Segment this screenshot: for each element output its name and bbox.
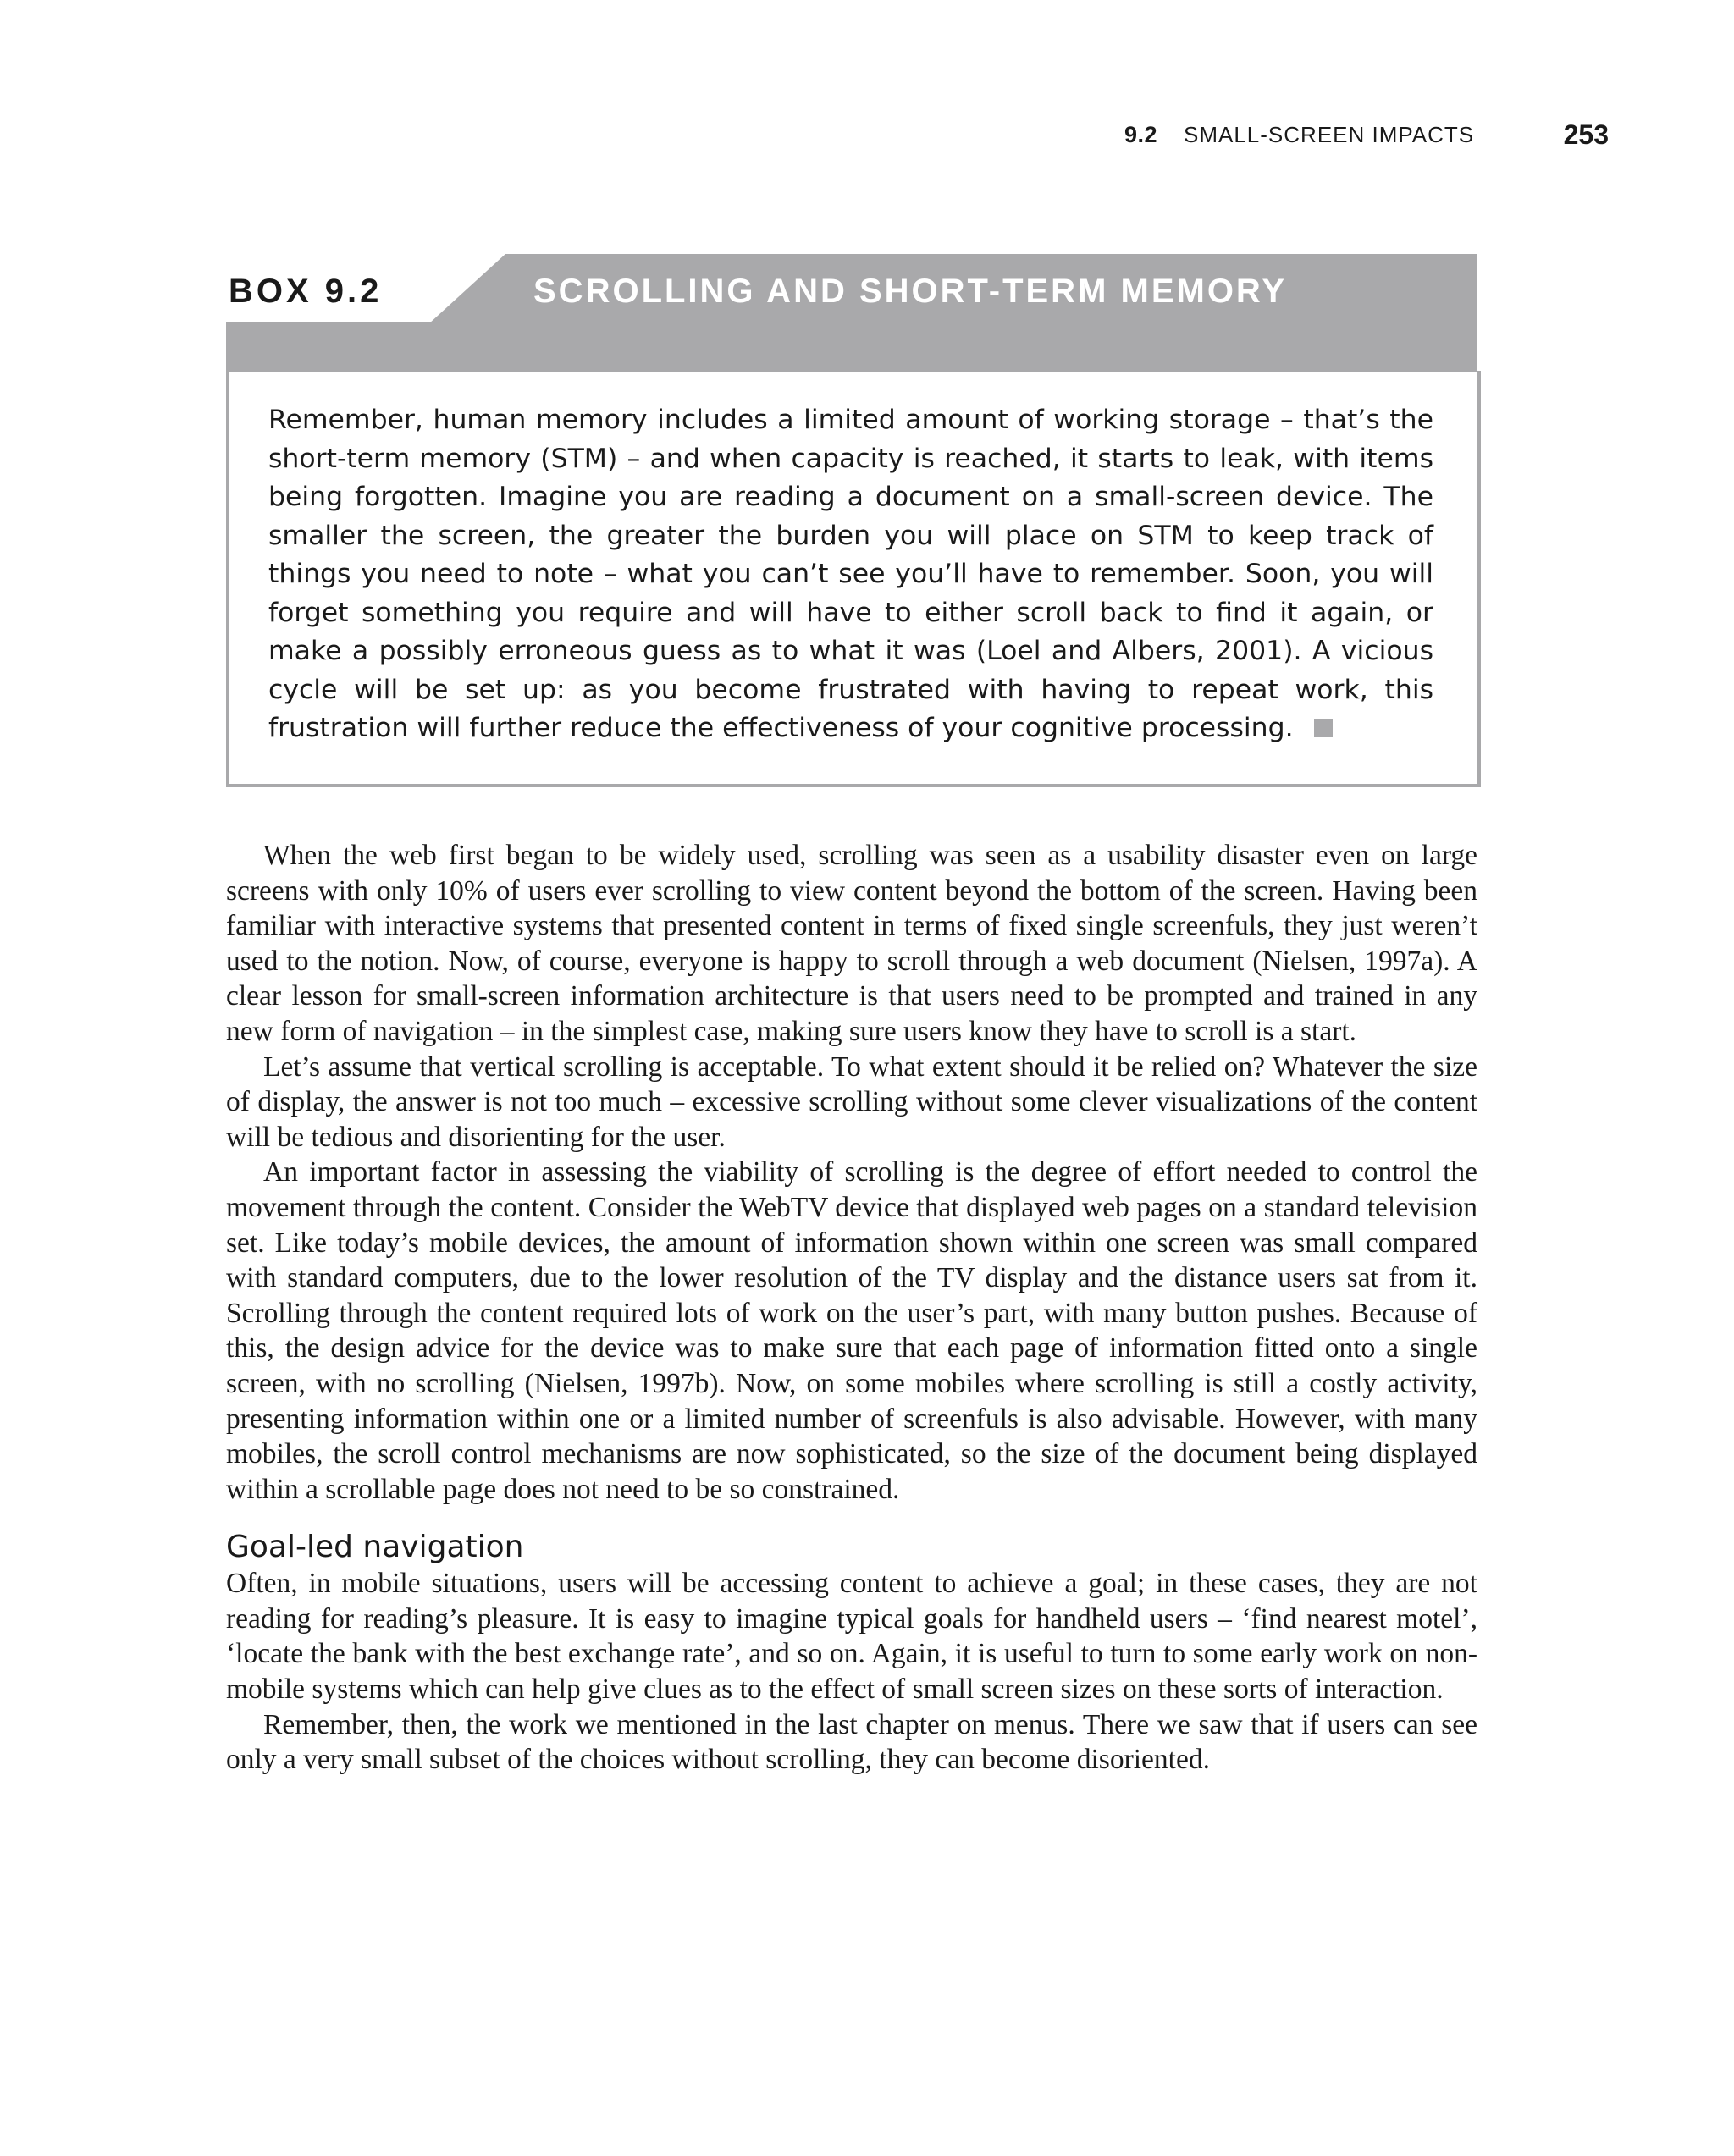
sidebar-box xyxy=(226,254,1477,786)
running-head xyxy=(1118,119,1609,156)
section-number: 9.2 xyxy=(1124,122,1158,147)
box-title: SCROLLING AND SHORT-TERM MEMORY xyxy=(533,273,1288,310)
box-label: BOX 9.2 xyxy=(229,273,383,310)
body-paragraph: When the web first began to be widely used, scrolling was seen as a usability disaster even on large screens with only 10% of users ever scrolling to view content beyond the bottom of the screen. Having been familiar with interactive systems that presented content in terms of fixed single screenfuls, they just weren’t used to the notion. Now, of course, everyone is happy to scroll through a web document (Nielsen, 1997a). A clear lesson for small-screen information architecture is that users need to be prompted and trained in any new form of navigation – in the simplest case, making sure users know they have to scroll is a start. xyxy=(226,840,1477,1047)
section-title: SMALL-SCREEN IMPACTS xyxy=(1184,122,1475,147)
subsection-heading: Goal-led navigation xyxy=(226,1530,524,1565)
box-header-band xyxy=(226,322,1477,372)
box-body-text: Remember, human memory includes a limited amount of working storage – that’s the short-term memory (STM) – and when capacity is reached, it starts to leak, with items being forgotten. Imagine you are reading a document on a small-screen device. The smaller the screen, the greater the burden you will place on STM to keep track of things you need to note – what you can’t see you’ll have to remember. Soon, you will forget something you require and will have to either scroll back to find it again, or make a possibly erroneous guess as to what it was (Loel and Albers, 2001). A vicious cycle will be set up: as you become frustrated with having to repeat work, this frustration will further reduce the effectiveness of your cognitive processing. xyxy=(268,405,1433,743)
body-paragraph: Let’s assume that vertical scrolling is acceptable. To what extent should it be relied on? Whatever the size of display, the answer is not too much – excessive scrolling without some clever visualizations of the content will be tedious and disorienting for the user. xyxy=(226,1050,1477,1153)
box-body xyxy=(268,401,1433,748)
body-paragraph: An important factor in assessing the viability of scrolling is the degree of effort needed to control the movement through the content. Consider the WebTV device that displayed web pages on a standard television set. Like today’s mobile devices, the amount of information shown within one screen was small compared with standard computers, due to the lower resolution of the TV display and the distance users sat from it. Scrolling through the content required lots of work on the user’s part, with many button pushes. Because of this, the design advice for the device was to make sure that each page of information fitted onto a single screen, with no scrolling (Nielsen, 1997b). Now, on some mobiles where scrolling is still a costly activity, presenting information within one or a limited number of screenfuls is also advisable. However, with many mobiles, the scroll control mechanisms are now sophisticated, so the size of the document being displayed within a scrollable page does not need to be so constrained. xyxy=(226,1156,1477,1505)
body-paragraph: Remember, then, the work we mentioned in the last chapter on menus. There we saw that if users can see only a very small subset of the choices without scrolling, they can become disoriented. xyxy=(226,1708,1477,1776)
page-number: 253 xyxy=(1563,119,1609,150)
end-square-icon xyxy=(1314,719,1333,737)
main-text xyxy=(226,838,1477,1778)
body-paragraph: Often, in mobile situations, users will be accessing content to achieve a goal; in these cases, they are not reading for reading’s pleasure. It is easy to imagine typical goals for handheld users – ‘find nearest motel’, ‘locate the bank with the best exchange rate’, and so on. Again, it is useful to turn to some early work on non-mobile systems which can help give clues as to the effect of small screen sizes on these sorts of interaction. xyxy=(226,1568,1477,1706)
